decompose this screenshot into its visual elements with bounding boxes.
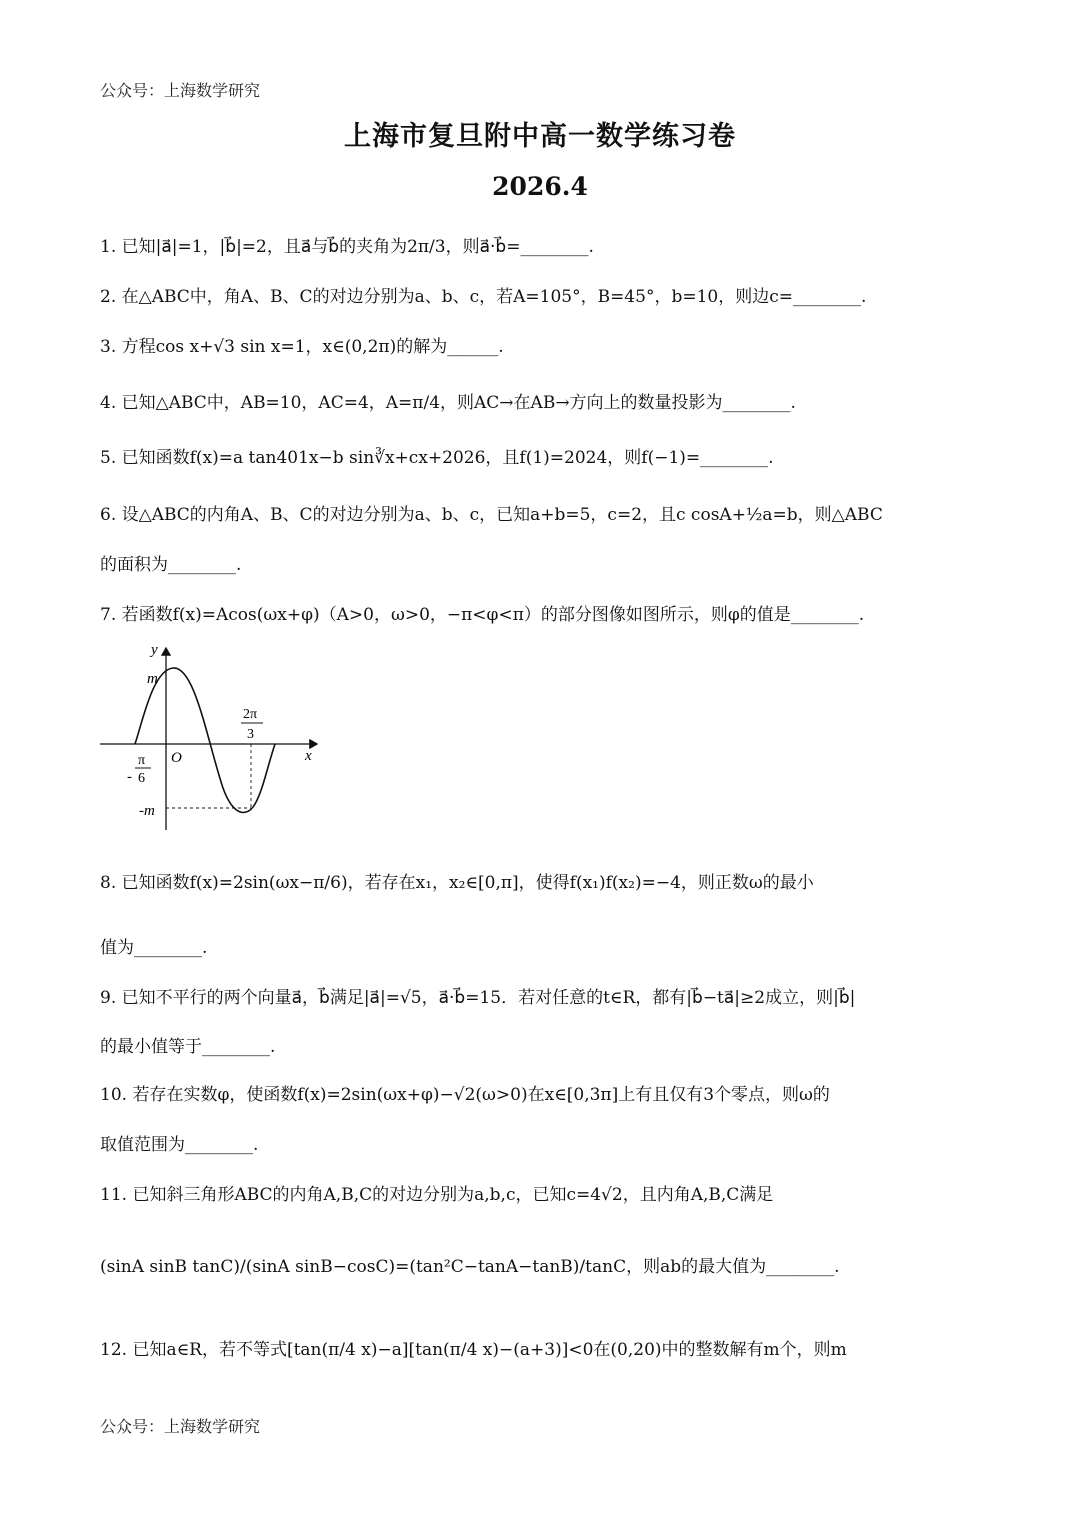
x-right-denominator: 3 — [247, 727, 254, 742]
question-8: 8. 已知函数f(x)=2sin(ωx−π/6)，若存在x₁，x₂∈[0,π]，使得f(x₁)f(x₂)=−4，则正数ω的最小 — [100, 873, 814, 893]
x-left-sign: - — [127, 769, 132, 785]
question-10: 10. 若存在实数φ，使函数f(x)=2sin(ωx+φ)−√2(ω>0)在x∈[0,3π]上有且仅有3个零点，则ω的 — [100, 1085, 830, 1105]
origin-label: O — [171, 750, 182, 766]
question-3: 3. 方程cos x+√3 sin x=1，x∈(0,2π)的解为______. — [100, 337, 504, 357]
question-8-continued: 值为________. — [100, 938, 208, 958]
question-4: 4. 已知△ABC中，AB=10，AC=4，A=π/4，则AC→在AB→方向上的数量投影为________. — [100, 393, 796, 413]
question-11-continued: (sinA sinB tanC)/(sinA sinB−cosC)=(tan²C−tanA−tanB)/tanC，则ab的最大值为________. — [100, 1257, 840, 1277]
header-account: 公众号：上海数学研究 — [100, 81, 261, 100]
question-5: 5. 已知函数f(x)=a tan401x−b sin∛x+cx+2026，且f(1)=2024，则f(−1)=________. — [100, 448, 774, 468]
question-2: 2. 在△ABC中，角A、B、C的对边分别为a、b、c，若A=105°，B=45°，b=10，则边c=________. — [100, 287, 867, 307]
cosine-graph — [95, 638, 335, 838]
x-right-numerator: 2π — [243, 707, 258, 722]
x-left-denominator: 6 — [138, 771, 145, 786]
x-axis-label: x — [305, 748, 312, 764]
curve — [135, 668, 275, 813]
question-9-continued: 的最小值等于________. — [100, 1037, 276, 1057]
question-1: 1. 已知|a⃗|=1，|b⃗|=2，且a⃗与b⃗的夹角为2π/3，则a⃗·b⃗=________. — [100, 237, 594, 257]
exam-date: 2026.4 — [492, 172, 588, 201]
question-6: 6. 设△ABC的内角A、B、C的对边分别为a、b、c，已知a+b=5，c=2，且c cosA+½a=b，则△ABC — [100, 505, 883, 525]
question-11: 11. 已知斜三角形ABC的内角A,B,C的对边分别为a,b,c，已知c=4√2，且内角A,B,C满足 — [100, 1185, 774, 1205]
question-7: 7. 若函数f(x)=Acos(ωx+φ)（A>0，ω>0，−π<φ<π）的部分图像如图所示，则φ的值是________. — [100, 605, 865, 625]
y-min-label: -m — [139, 803, 155, 819]
page-title: 上海市复旦附中高一数学练习卷 — [344, 121, 736, 152]
question-10-continued: 取值范围为________. — [100, 1135, 259, 1155]
x-left-numerator: π — [138, 753, 146, 768]
question-9: 9. 已知不平行的两个向量a⃗，b⃗满足|a⃗|=√5，a⃗·b⃗=15．若对任意的t∈R，都有|b⃗−ta⃗|≥2成立，则|b⃗| — [100, 988, 856, 1008]
y-max-label: m — [147, 671, 158, 687]
question-6-continued: 的面积为________. — [100, 555, 242, 575]
footer-account: 公众号：上海数学研究 — [100, 1417, 261, 1436]
question-12: 12. 已知a∈R，若不等式[tan(π/4 x)−a][tan(π/4 x)−(a+3)]<0在(0,20)中的整数解有m个，则m — [100, 1340, 847, 1360]
y-axis-label: y — [151, 642, 158, 658]
